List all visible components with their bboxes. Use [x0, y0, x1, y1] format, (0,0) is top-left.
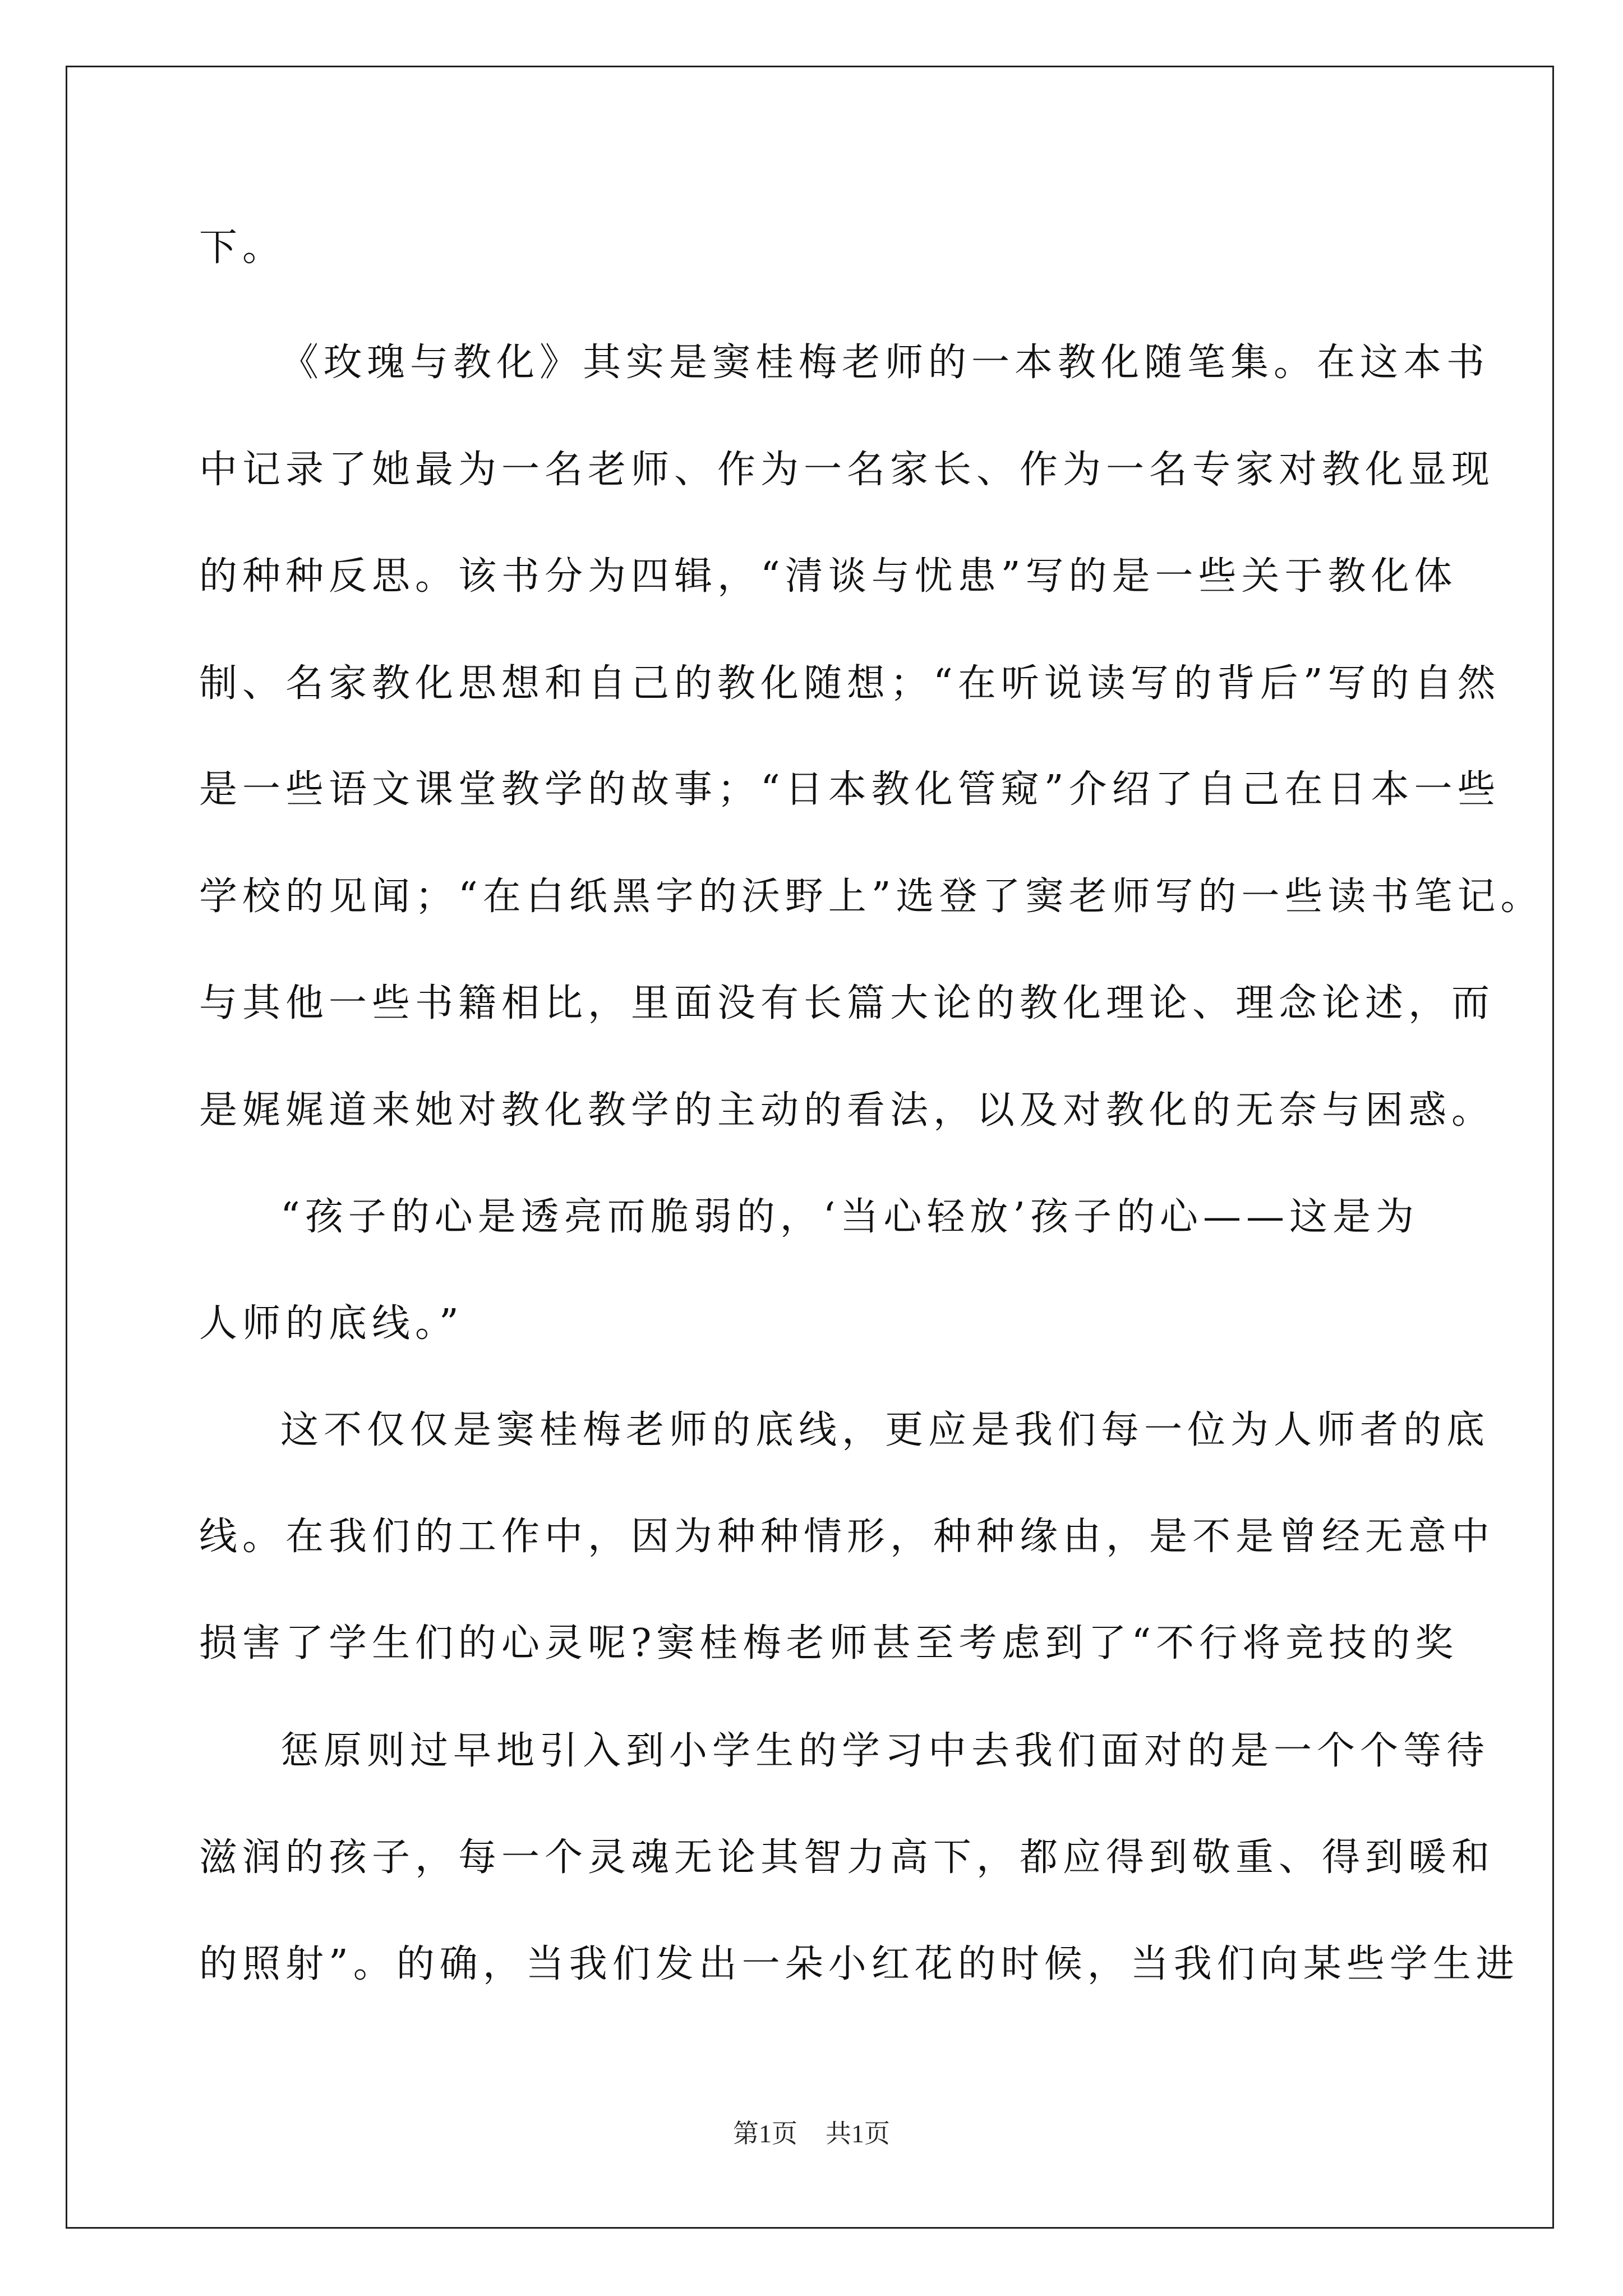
text-line: 线。在我们的工作中，因为种种情形，种种缘由，是不是曾经无意中 [199, 1515, 1495, 1559]
text-line: 这不仅仅是窦桂梅老师的底线，更应是我们每一位为人师者的底 [280, 1408, 1490, 1452]
text-line: 惩原则过早地引入到小学生的学习中去我们面对的是一个个等待 [280, 1729, 1490, 1773]
text-line: 是一些语文课堂教学的故事；“日本教化管窥”介绍了自己在日本一些 [199, 767, 1501, 812]
page-number-current: 第1页 [733, 2119, 797, 2148]
text-line: 中记录了她最为一名老师、作为一名家长、作为一名专家对教化显现 [199, 448, 1495, 492]
page-border [66, 66, 1554, 2229]
page-number-total: 共1页 [826, 2119, 890, 2148]
text-line: 学校的见闻；“在白纸黑字的沃野上”选登了窦老师写的一些读书笔记。 [199, 875, 1544, 919]
page-footer [0, 2118, 1623, 2150]
text-line: 与其他一些书籍相比，里面没有长篇大论的教化理论、理念论述，而 [199, 981, 1495, 1025]
text-line: 滋润的孩子，每一个灵魂无论其智力高下，都应得到敬重、得到暖和 [199, 1835, 1495, 1880]
text-line: 的照射”。的确，当我们发出一朵小红花的时候，当我们向某些学生进 [199, 1942, 1519, 1986]
text-line: 下。 [199, 226, 286, 270]
text-line: 制、名家教化思想和自己的教化随想；“在听说读写的背后”写的自然 [199, 661, 1501, 706]
text-line: 《玫瑰与教化》其实是窦桂梅老师的一本教化随笔集。在这本书 [280, 341, 1490, 385]
text-line: 的种种反思。该书分为四辑，“清谈与忧患”写的是一些关于教化体 [199, 554, 1458, 599]
text-line: “孩子的心是透亮而脆弱的，‘当心轻放’孩子的心——这是为 [280, 1195, 1419, 1239]
text-line: 是娓娓道来她对教化教学的主动的看法，以及对教化的无奈与困惑。 [199, 1088, 1495, 1133]
text-line: 损害了学生们的心灵呢?窦桂梅老师甚至考虑到了“不行将竞技的奖 [199, 1621, 1459, 1665]
text-line: 人师的底线。” [199, 1301, 464, 1346]
